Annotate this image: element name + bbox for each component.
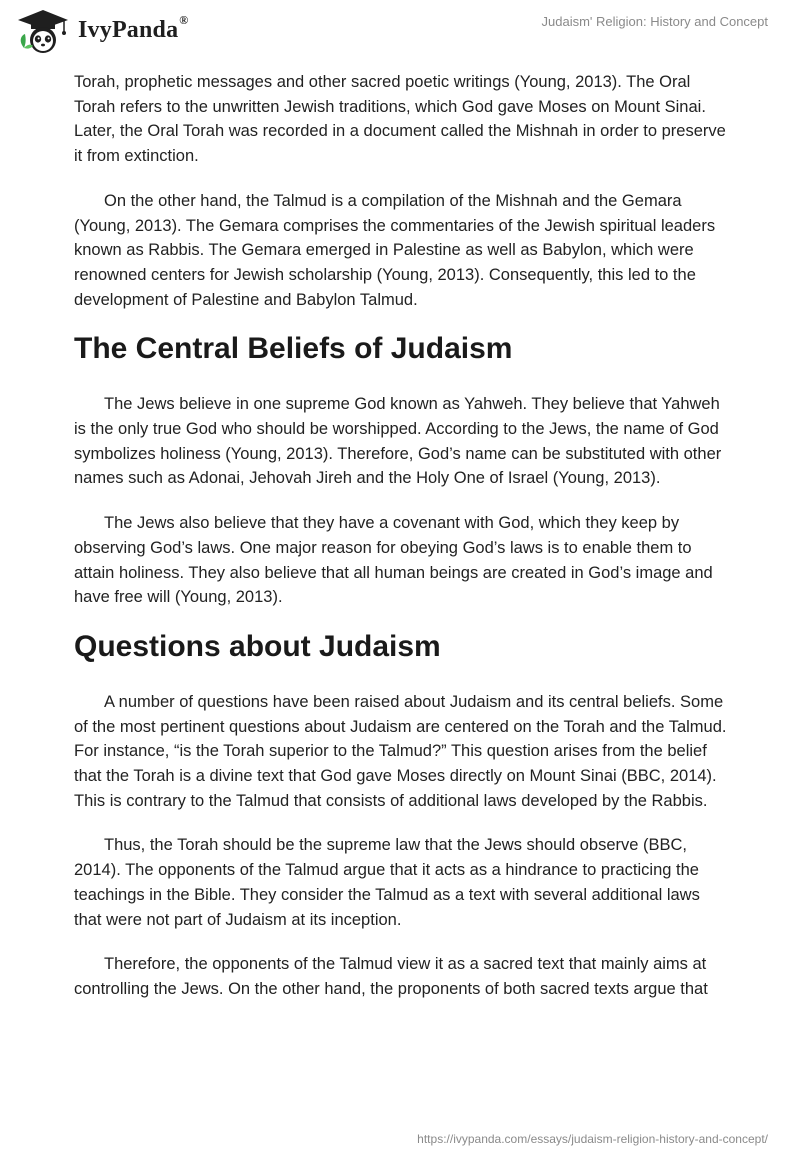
panda-graduate-icon: [14, 8, 72, 54]
paragraph: On the other hand, the Talmud is a compilation of the Mishnah and the Gemara (Young, 2013). The Gemara comprises the commentaries of the Jewish spiritual leaders known as Rabbis. The Gemara emerged in Palestine as well as Babylon, which were renowned centers for Jewish scholarship (Young, 2013). Consequently, this led to the development of Palestine and Babylon Talmud.: [74, 191, 716, 309]
paragraph: Thus, the Torah should be the supreme law that the Jews should observe (BBC, 2014). The opponents of the Talmud argue that it acts as a hindrance to practicing the teachings in the Bible. They consider the Talmud as a text with several additional laws that were not part of Judaism at its inception.: [74, 836, 700, 929]
document-title: Judaism' Religion: History and Concept: [541, 14, 768, 29]
section-heading-central-beliefs: The Central Beliefs of Judaism: [74, 332, 513, 366]
paragraph: The Jews also believe that they have a covenant with God, which they keep by observing God’s laws. One major reason for obeying God’s laws is to enable them to attain holiness. They also believe that all human beings are created in God’s image and have free will (Young, 2013).: [74, 514, 713, 607]
paragraph: The Jews believe in one supreme God known as Yahweh. They believe that Yahweh is the only true God who should be worshipped. According to the Jews, the name of God symbolizes holiness (Young, 2013). Therefore, God’s name can be substituted with other names such as Adonai, Jehovah Jireh and the Holy One of Israel (Young, 2013).: [74, 395, 722, 488]
paragraph: A number of questions have been raised about Judaism and its central beliefs. Some of the most pertinent questions about Judaism are centered on the Torah and the Talmud. For instance, “is the Torah superior to the Talmud?” This question arises from the belief that the Torah is a divine text that God gave Moses directly on Mount Sinai (BBC, 2014). This is contrary to the Talmud that consists of additional laws developed by the Rabbis.: [74, 692, 727, 810]
section-heading-questions: Questions about Judaism: [74, 629, 441, 663]
registered-mark: ®: [179, 13, 189, 27]
source-url[interactable]: https://ivypanda.com/essays/judaism-religion-history-and-concept/: [417, 1132, 768, 1146]
page-header: [0, 0, 800, 60]
paragraph: Torah, prophetic messages and other sacred poetic writings (Young, 2013). The Oral Torah refers to the unwritten Jewish traditions, which God gave Moses on Mount Sinai. Later, the Oral Torah was recorded in a document called the Mishnah in order to preserve it from extinction.: [74, 73, 726, 166]
brand-name: IvyPanda®: [78, 13, 189, 43]
paragraph: Therefore, the opponents of the Talmud view it as a sacred text that mainly aims at controlling the Jews. On the other hand, the proponents of both sacred texts argue that: [74, 955, 708, 998]
ivypanda-logo[interactable]: [14, 8, 204, 54]
essay-content: [74, 70, 730, 1022]
